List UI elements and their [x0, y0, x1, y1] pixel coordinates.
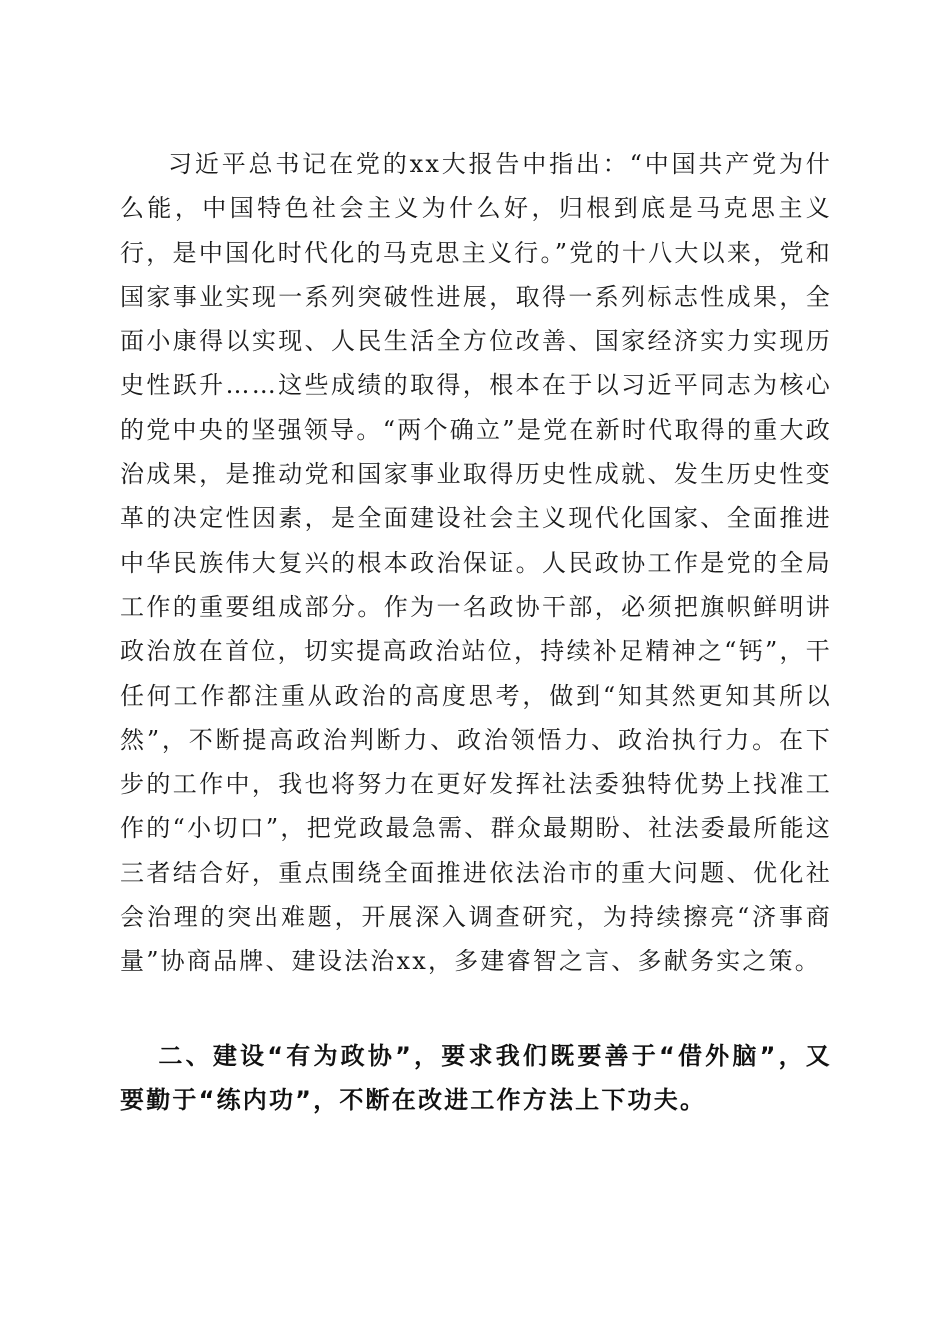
body-text-block: [120, 142, 832, 984]
body-paragraph: 习近平总书记在党的xx大报告中指出：“中国共产党为什么能，中国特色社会主义为什么好，归根到底是马克思主义行，是中国化时代化的马克思主义行。”党的十八大以来，党和国家事业实现一系列突破性进展，取得一系列标志性成果，全面小康得以实现、人民生活全方位改善、国家经济实力实现历史性跃升……这些成绩的取得，根本在于以习近平同志为核心的党中央的坚强领导。“两个确立”是党在新时代取得的重大政治成果，是推动党和国家事业取得历史性成就、发生历史性变革的决定性因素，是全面建设社会主义现代化国家、全面推进中华民族伟大复兴的根本政治保证。人民政协工作是党的全局工作的重要组成部分。作为一名政协干部，必须把旗帜鲜明讲政治放在首位，切实提高政治站位，持续补足精神之“钙”，干任何工作都注重从政治的高度思考，做到“知其然更知其所以然”，不断提高政治判断力、政治领悟力、政治执行力。在下步的工作中，我也将努力在更好发挥社法委独特优势上找准工作的“小切口”，把党政最急需、群众最期盼、社法委最所能这三者结合好，重点围绕全面推进依法治市的重大问题、优化社会治理的突出难题，开展深入调查研究，为持续擦亮“济事商量”协商品牌、建设法治xx，多建睿智之言、多献务实之策。: [120, 150, 832, 976]
section-heading-block: [120, 1034, 832, 1123]
section-heading: 二、建设“有为政协”，要求我们既要善于“借外脑”，又要勤于“练内功”，不断在改进工作方法上下功夫。: [120, 1042, 832, 1115]
